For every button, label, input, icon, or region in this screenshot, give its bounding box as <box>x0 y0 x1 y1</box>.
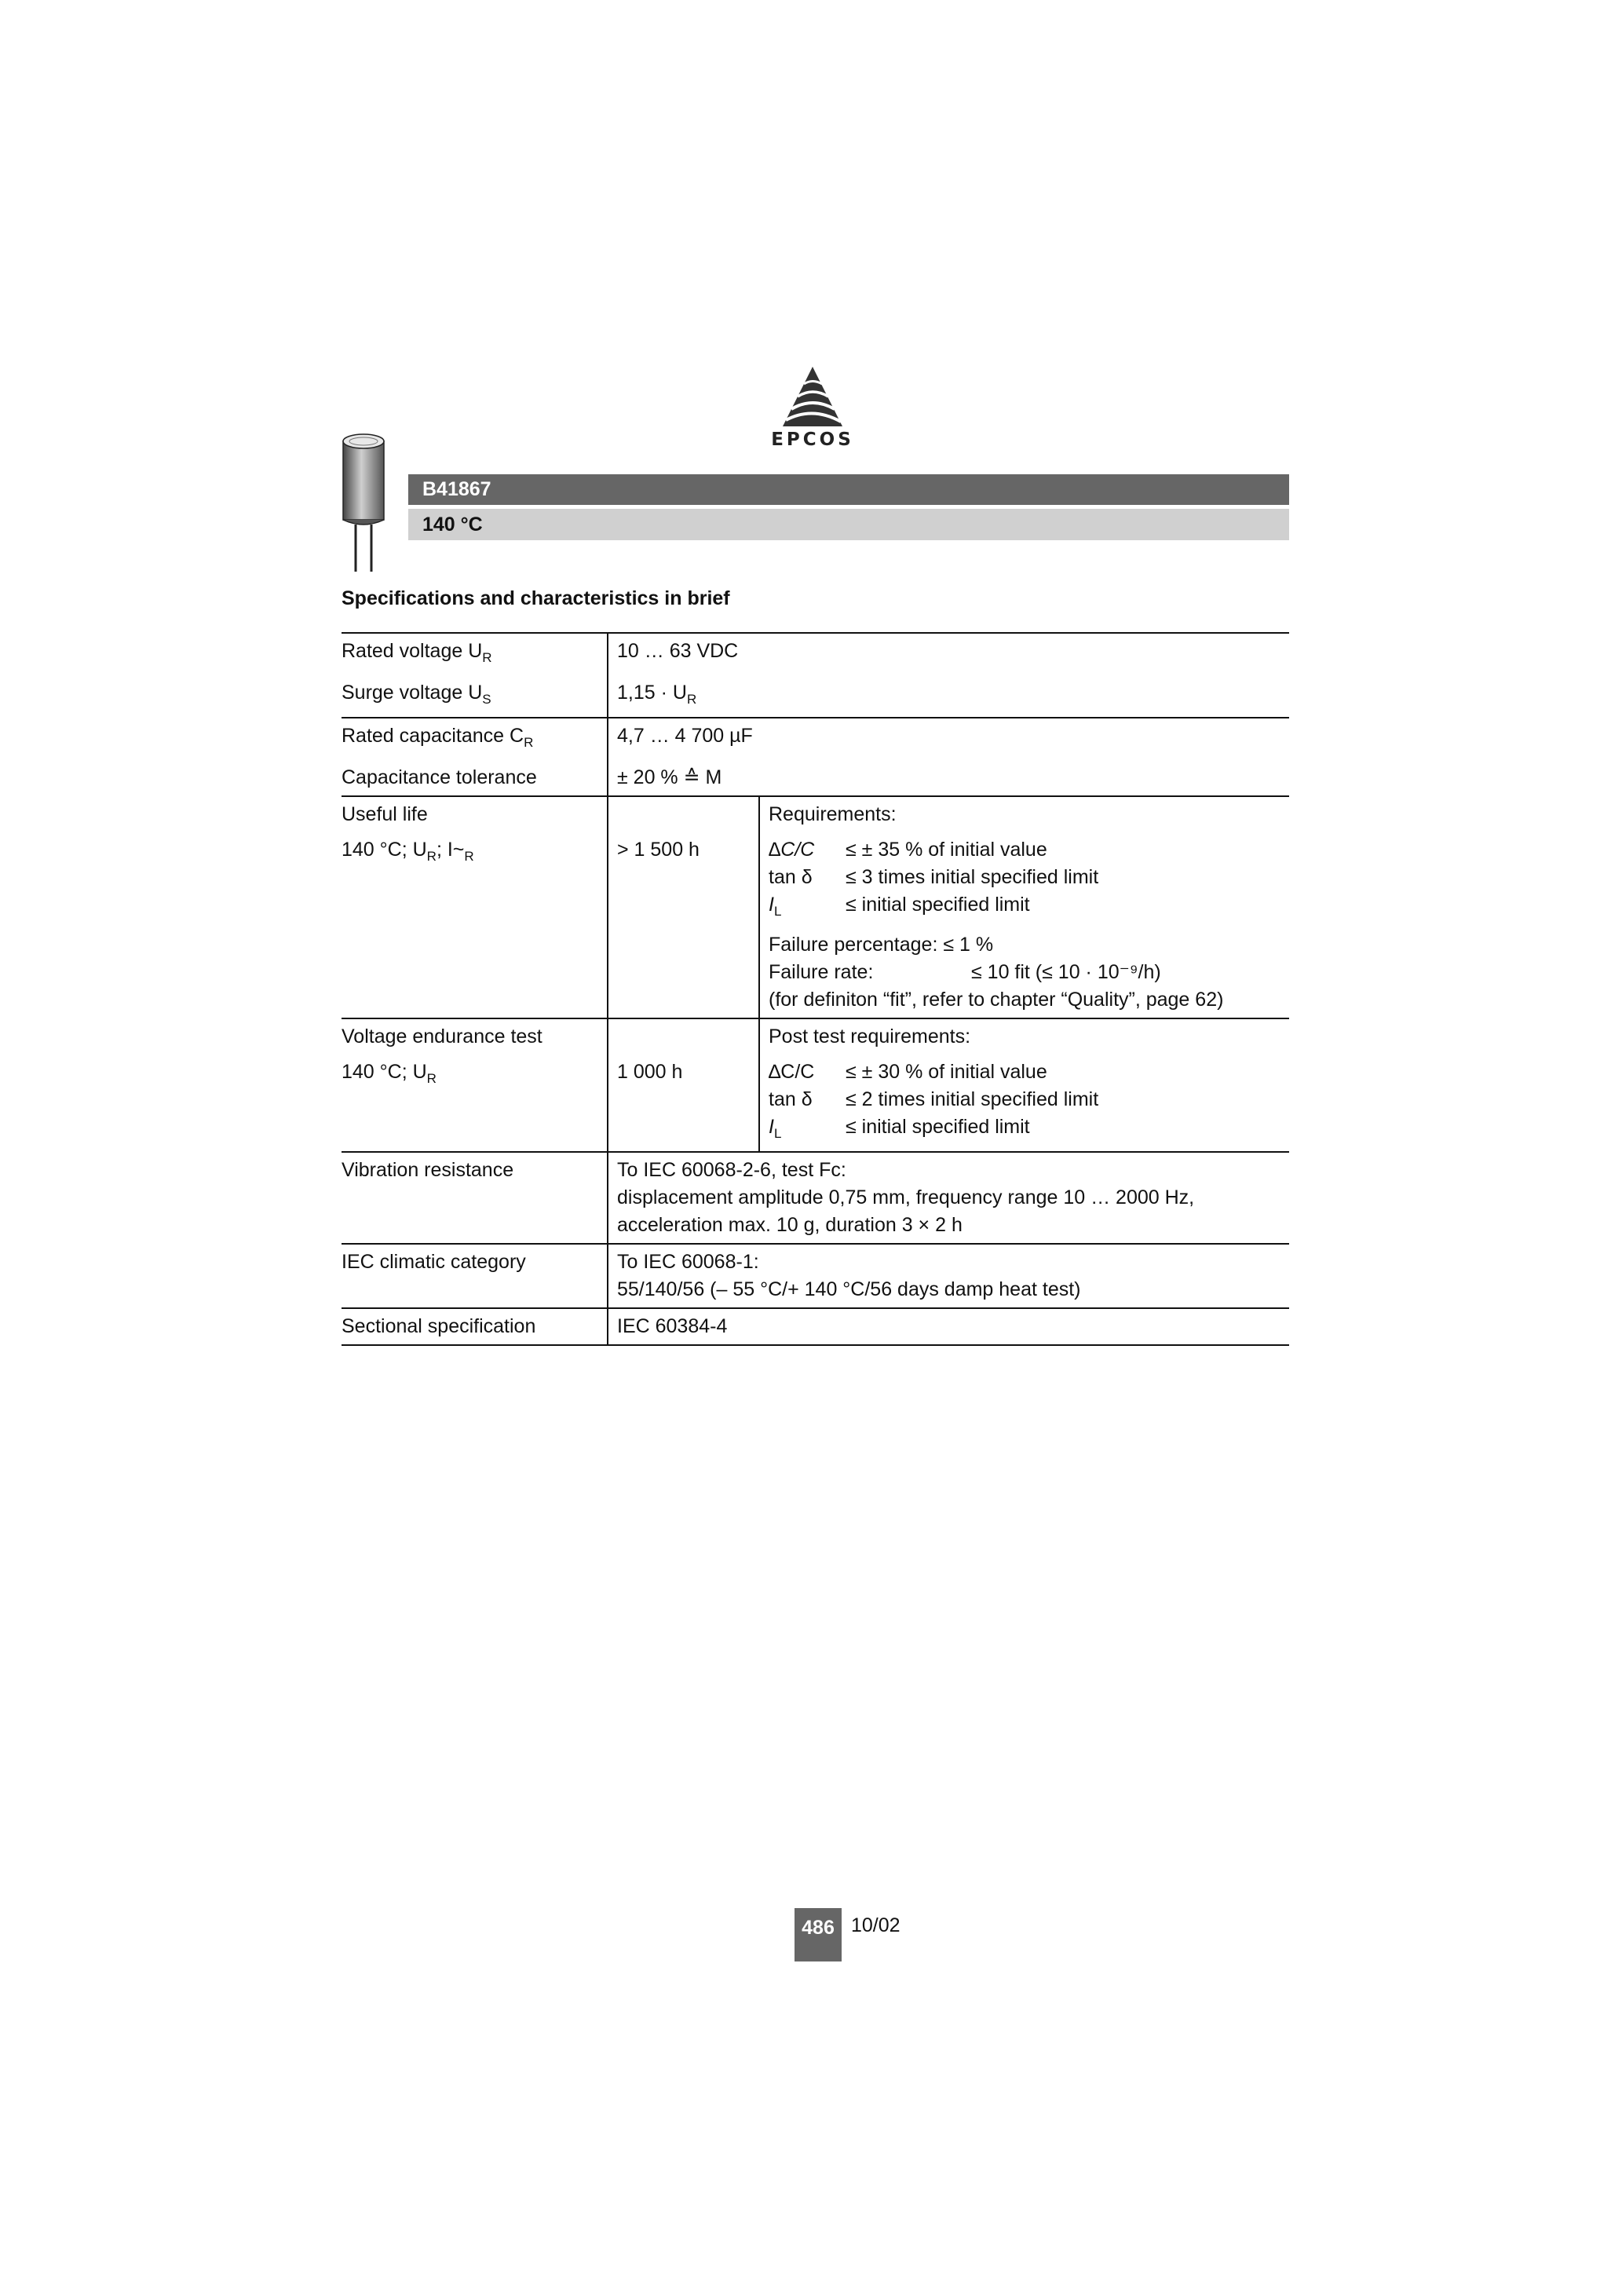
vibration-value: To IEC 60068-2-6, test Fc: displacement amplitude 0,75 mm, frequency range 10 … 2000 Hz, acceleration max. 10 g, duration 3 × 2 h <box>608 1152 1289 1244</box>
sectional-label: Sectional specification <box>342 1308 608 1345</box>
logo-wordmark: EPCOS <box>771 430 854 450</box>
epcos-logo <box>765 365 860 459</box>
table-row <box>342 1152 1289 1244</box>
climatic-value: To IEC 60068-1: 55/140/56 (– 55 °C/+ 140 °C/56 days damp heat test) <box>608 1244 1289 1308</box>
rated-capacitance-value: 4,7 … 4 700 µF <box>617 725 753 747</box>
surge-voltage-value: $1,15 \cdot U_R$ <box>608 675 1289 718</box>
page-number: 486 <box>795 1908 842 1961</box>
rated-voltage-label: Rated voltage $U_R$ <box>342 633 608 675</box>
table-row <box>342 796 1289 1018</box>
rated-voltage-value: 10 … 63 VDC <box>608 633 1289 675</box>
useful-life-duration: > 1 500 h <box>608 796 759 1018</box>
section-heading: Specifications and characteristics in brief <box>342 587 730 609</box>
table-row <box>342 718 1289 760</box>
part-number-bar: B41867 <box>408 474 1289 505</box>
surge-voltage-label: Surge voltage $U_S$ <box>342 675 608 718</box>
voltage-endurance-requirements: Post test requirements: ∆C/C ≤ ± 30 % of initial value tan δ ≤ 2 times initial specified limit $I_L$ ≤ initial specified limit <box>759 1018 1289 1152</box>
rated-capacitance-label: Rated capacitance $C_R$ <box>342 718 608 760</box>
vibration-label: Vibration resistance <box>342 1152 608 1244</box>
temperature-bar: 140 °C <box>408 509 1289 540</box>
table-row <box>342 633 1289 675</box>
table-row <box>342 675 1289 718</box>
capacitance-tolerance-label: Capacitance tolerance <box>342 760 608 796</box>
voltage-endurance-label: Voltage endurance test 140 °C; $U_R$ <box>342 1018 608 1152</box>
epcos-triangle-icon <box>765 365 860 428</box>
table-row <box>342 1308 1289 1345</box>
table-row <box>342 760 1289 796</box>
useful-life-requirements: Requirements: ∆C/C ≤ ± 35 % of initial value tan δ ≤ 3 times initial specified limit $I_L$ ≤ initial specified limit Failure percentage: ≤ 1 % Failure rate: ≤ 10 fit (≤ 10 · 10⁻⁹/h) (for definiton “fit”, refer to chapter “Quality”, page 62) <box>759 796 1289 1018</box>
useful-life-label: Useful life 140 °C; $U_R$; $I\sim_R$ <box>342 796 608 1018</box>
table-row <box>342 1244 1289 1308</box>
page-date: 10/02 <box>851 1914 901 1936</box>
capacitor-icon <box>340 432 387 573</box>
sectional-value: IEC 60384-4 <box>608 1308 1289 1345</box>
spec-table <box>342 632 1289 1346</box>
table-row <box>342 1018 1289 1152</box>
capacitance-tolerance-value: ± 20 % ≙ M <box>608 760 1289 796</box>
climatic-label: IEC climatic category <box>342 1244 608 1308</box>
voltage-endurance-duration: 1 000 h <box>608 1018 759 1152</box>
